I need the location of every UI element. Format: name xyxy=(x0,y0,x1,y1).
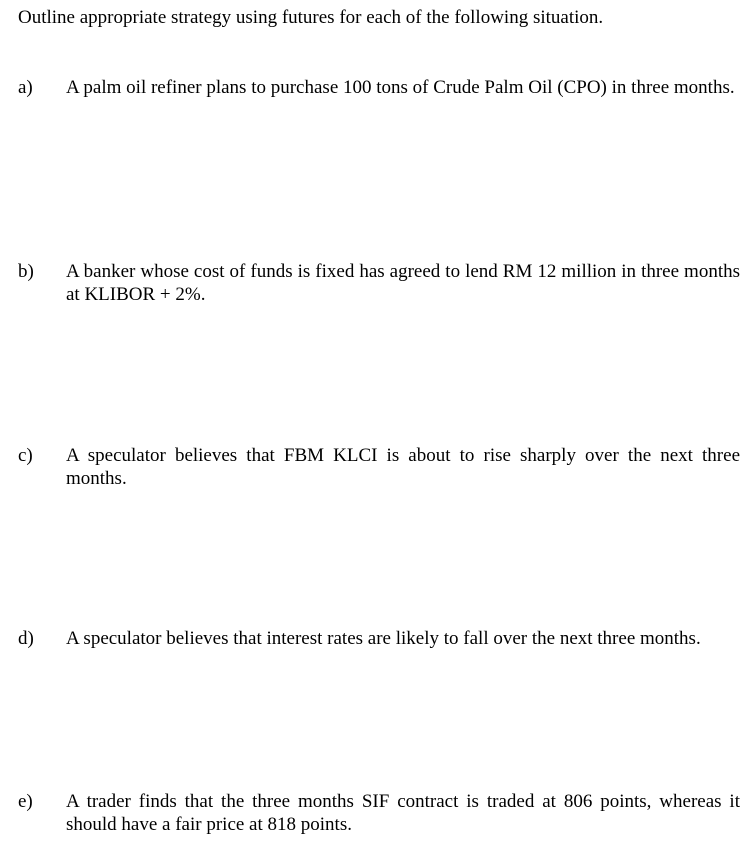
item-label: b) xyxy=(18,261,34,282)
question-instruction: Outline appropriate strategy using futures for each of the following situation. xyxy=(18,7,604,28)
item-label: c) xyxy=(18,445,33,466)
item-text: A palm oil refiner plans to purchase 100 tons of Crude Palm Oil (CPO) in three months. xyxy=(66,77,735,98)
item-text: A speculator believes that FBM KLCI is about to rise sharply over the next three months. xyxy=(66,445,740,489)
item-label: e) xyxy=(18,791,33,812)
item-label: a) xyxy=(18,77,33,98)
item-text: A trader finds that the three months SIF contract is traded at 806 points, whereas it should have a fair price at 818 points. xyxy=(66,791,740,835)
item-label: d) xyxy=(18,628,34,649)
item-text: A speculator believes that interest rates are likely to fall over the next three months. xyxy=(66,628,701,649)
item-text: A banker whose cost of funds is fixed has agreed to lend RM 12 million in three months at KLIBOR + 2%. xyxy=(66,261,740,305)
